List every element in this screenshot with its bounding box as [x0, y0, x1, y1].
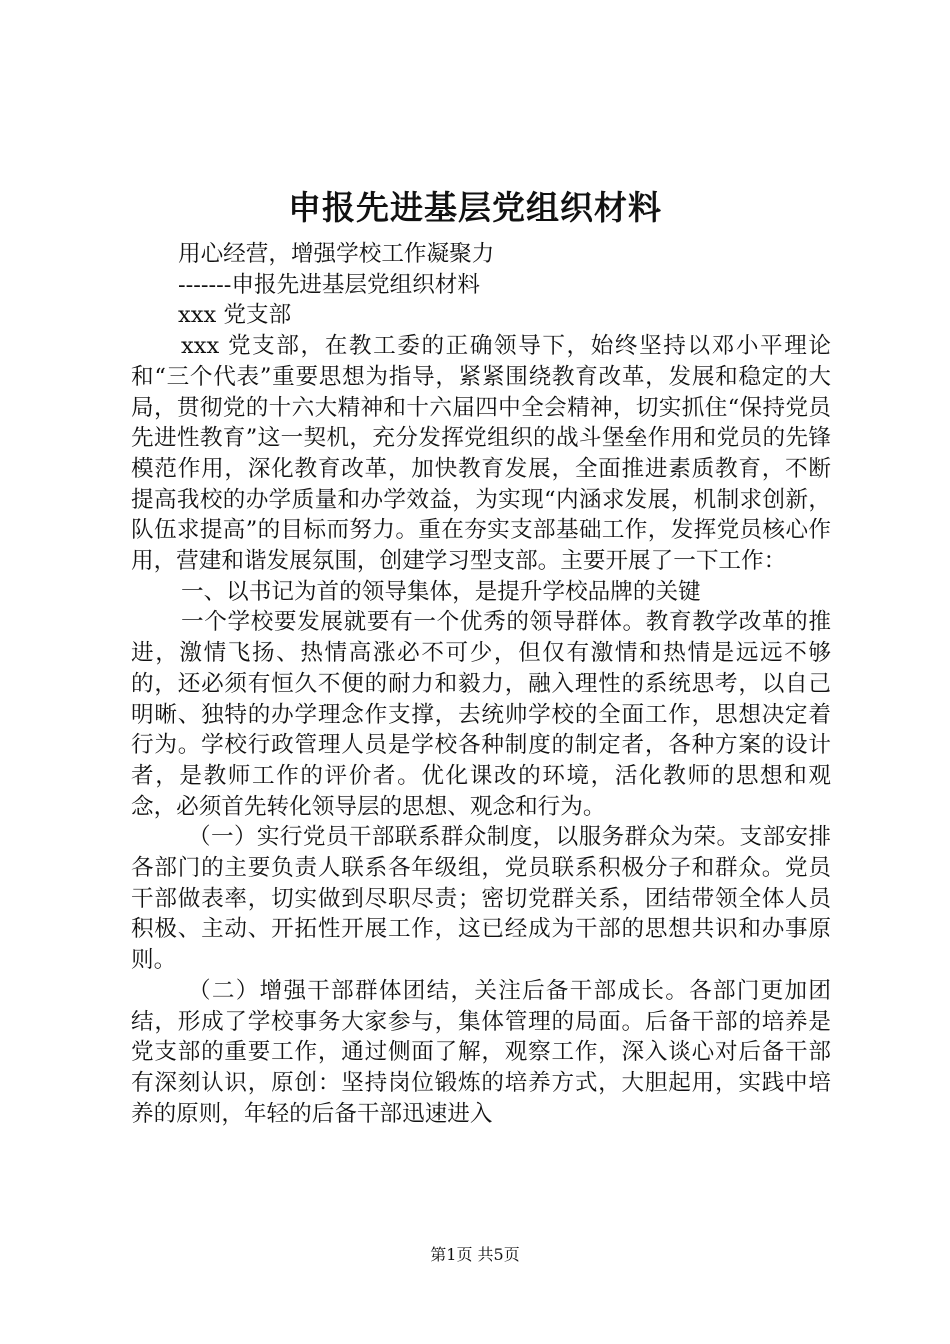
paragraph-leadership: 一个学校要发展就要有一个优秀的领导群体。教育教学改革的推进，激情飞扬、热情高涨必不可少，但仅有激情和热情是远远不够的，还必须有恒久不便的耐力和毅力，融入理性的系统思考，以自己明晰、独特的办学理念作支撑，去统帅学校的全面工作，思想决定着行为。学校行政管理人员是学校各种制度的制定者，各种方案的设计者，是教师工作的评价者。优化课改的环境，活化教师的思想和观念，必须首先转化领导层的思想、观念和行为。: [131, 609, 831, 820]
subtitle-secondary: -------申报先进基层党组织材料: [178, 271, 480, 298]
page-footer: 第1页 共5页: [430, 1245, 520, 1264]
paragraph-item-1: （一）实行党员干部联系群众制度，以服务群众为荣。支部安排各部门的主要负责人联系各年级组，党员联系积极分子和群众。党员干部做表率，切实做到尽职尽责；密切党群关系，团结带领全体人员积极、主动、开拓性开展工作，这已经成为干部的思想共识和办事原则。: [131, 824, 831, 974]
subtitle: 用心经营，增强学校工作凝聚力: [178, 241, 495, 267]
document-title: 申报先进基层党组织材料: [288, 188, 662, 227]
author: xxx 党支部: [178, 302, 292, 329]
section-heading-1: 一、以书记为首的领导集体，是提升学校品牌的关键: [181, 578, 701, 605]
paragraph-item-2: （二）增强干部群体团结，关注后备干部成长。各部门更加团结，形成了学校事务大家参与，集体管理的局面。后备干部的培养是党支部的重要工作，通过侧面了解，观察工作，深入谈心对后备干部有深刻认识，原创：坚持岗位锻炼的培养方式，大胆起用，实践中培养的原则，年轻的后备干部迅速进入: [131, 977, 831, 1127]
document-body: [131, 239, 831, 1129]
paragraph-intro: xxx 党支部，在教工委的正确领导下，始终坚持以邓小平理论和“三个代表”重要思想为指导，紧紧围绕教育改革，发展和稳定的大局，贯彻党的十六大精神和十六届四中全会精神，切实抓住“保持党员先进性教育”这一契机，充分发挥党组织的战斗堡垒作用和党员的先锋模范作用，深化教育改革，加快教育发展，全面推进素质教育，不断提高我校的办学质量和办学效益，为实现“内涵求发展，机制求创新，队伍求提高”的目标而努力。重在夯实支部基础工作，发挥党员核心作用，营建和谐发展氛围，创建学习型支部。主要开展了一下工作：: [131, 333, 831, 575]
